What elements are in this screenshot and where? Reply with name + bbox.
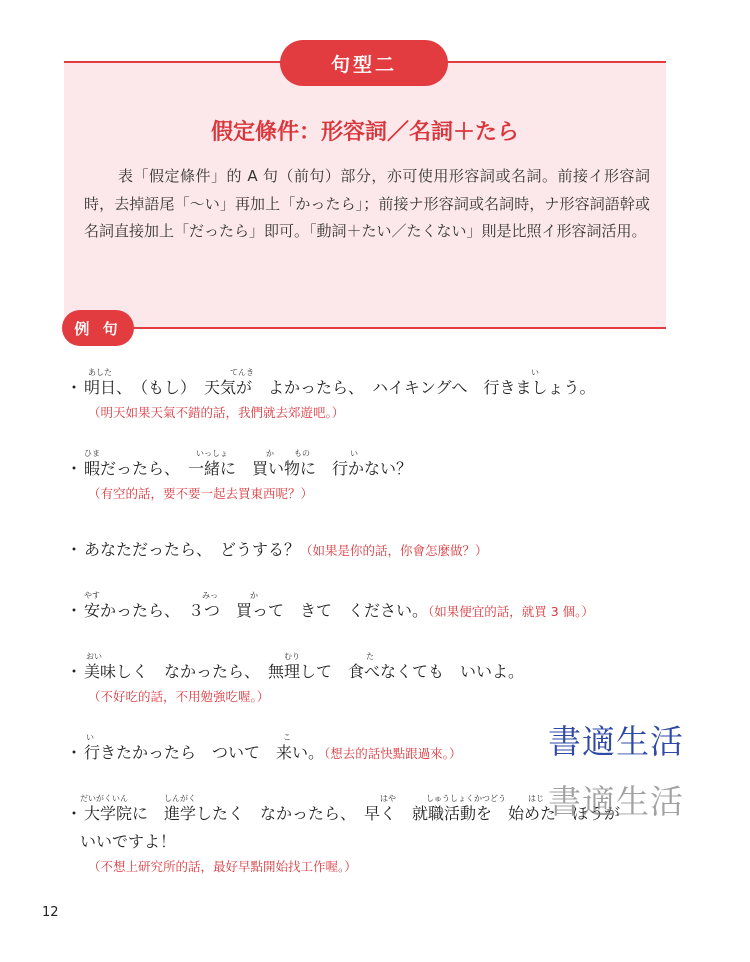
example-sentence xyxy=(66,598,594,621)
explanation-box xyxy=(64,63,666,328)
sentence-text: 大学院に 進学したく なかったら、 早く 就職活動を 始めた ほうが xyxy=(84,804,621,823)
bullet: ・ xyxy=(66,540,83,559)
sentence-text: 安かったら、 ３つ 買って きて ください。 xyxy=(84,601,429,620)
sentence-text: あなただったら、 どうする？ xyxy=(84,540,301,559)
example-translation: （想去的話快點跟過來。） xyxy=(324,746,462,761)
sentence-text: 明日、 （もし） 天気が よかったら、 ハイキングへ 行きましょう。 xyxy=(84,378,596,397)
example-translation: （不好吃的話，不用勉強吃喔。） xyxy=(88,689,270,704)
furigana: てんき xyxy=(230,368,254,377)
furigana: だいがくいん xyxy=(80,794,128,803)
furigana: はや xyxy=(380,794,396,803)
bullet: ・ xyxy=(66,804,83,823)
furigana: しんがく xyxy=(164,794,196,803)
example-translation: （如果便宜的話，就買 3 個。） xyxy=(428,604,594,619)
example-sentence xyxy=(66,659,524,682)
page-number: 12 xyxy=(42,905,59,920)
sentence-text: 暇だったら、 一緒に 買い物に 行かない？ xyxy=(84,459,413,478)
watermark-logo: 書適生活 xyxy=(548,782,684,821)
bullet: ・ xyxy=(66,662,83,681)
furigana: みっ xyxy=(202,591,218,600)
examples-label-badge: 例 句 xyxy=(62,310,134,346)
example-sentence xyxy=(66,537,488,560)
sentence-text: 行きたかったら ついて 来い。 xyxy=(84,743,325,762)
furigana: はじ xyxy=(528,794,544,803)
bullet: ・ xyxy=(66,743,83,762)
example-sentence xyxy=(66,740,462,763)
furigana: やす xyxy=(84,591,100,600)
furigana: むり xyxy=(284,652,300,661)
furigana: い xyxy=(350,449,358,458)
examples-rule xyxy=(64,327,666,329)
watermark-logo: 書適生活 xyxy=(548,722,684,761)
furigana: た xyxy=(366,652,374,661)
example-translation: （明天如果天氣不錯的話，我們就去郊遊吧。） xyxy=(88,405,345,420)
pattern-label-badge: 句型二 xyxy=(280,40,448,86)
furigana: おい xyxy=(86,652,102,661)
sentence-text: 美味しく なかったら、 無理して 食べなくても いいよ。 xyxy=(84,662,525,681)
example-translation: （如果是你的話，你會怎麼做？） xyxy=(300,543,488,558)
example-translation: （有空的話，要不要一起去買東西呢？） xyxy=(88,486,314,501)
furigana: こ xyxy=(283,733,291,742)
furigana: い xyxy=(531,368,539,377)
furigana: い xyxy=(86,733,94,742)
example-sentence xyxy=(66,801,620,824)
furigana: いっしょ xyxy=(196,449,228,458)
example-sentence xyxy=(66,375,596,398)
furigana: しゅうしょくかつどう xyxy=(426,794,506,803)
bullet: ・ xyxy=(66,601,83,620)
pattern-title: 假定條件：形容詞／名詞＋たら xyxy=(210,120,519,145)
bullet: ・ xyxy=(66,459,83,478)
example-sentence xyxy=(66,456,412,479)
furigana: あした xyxy=(88,368,112,377)
example-translation: （不想上研究所的話，最好早點開始找工作喔。） xyxy=(88,859,357,874)
furigana: ひま xyxy=(84,449,100,458)
furigana: もの xyxy=(294,449,310,458)
pattern-explanation: 表「假定條件」的 A 句（前句）部分，亦可使用形容詞或名詞。前接イ形容詞時，去掉語尾「～い」再加上「かったら」；前接ナ形容詞或名詞時，ナ形容詞語幹或名詞直接加上「だったら」即可。「動詞＋たい／たくない」則是比照イ形容詞活用。 xyxy=(84,167,650,240)
furigana: か xyxy=(250,591,258,600)
bullet: ・ xyxy=(66,378,83,397)
example-sentence-continued: いいですよ！ xyxy=(80,832,177,851)
furigana: か xyxy=(266,449,274,458)
